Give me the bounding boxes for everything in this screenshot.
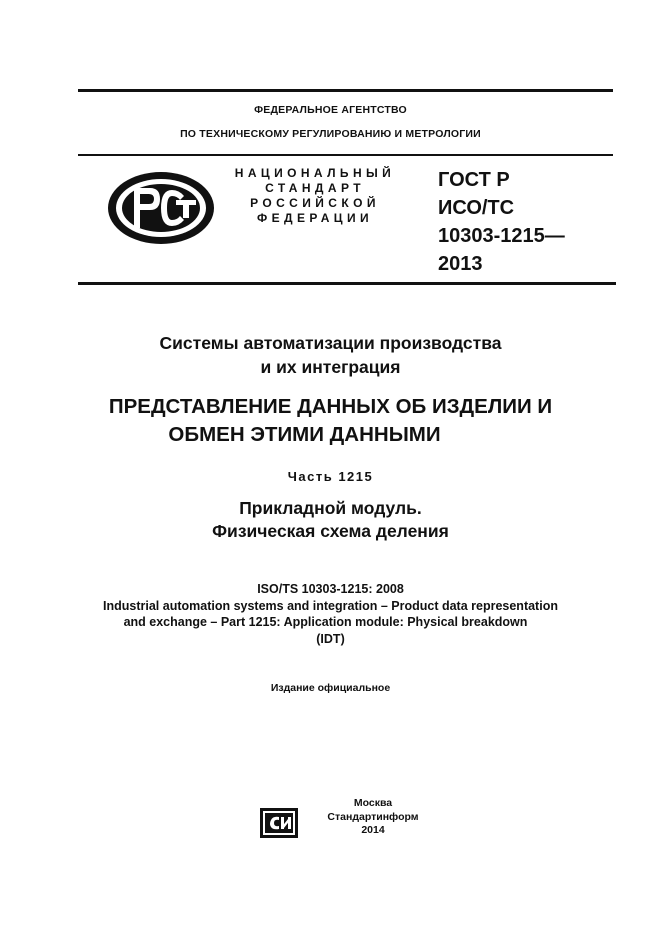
designation-line3: 10303-1215— (438, 225, 565, 247)
standard-designation (438, 166, 565, 278)
identical-marker: (IDT) (316, 631, 345, 646)
main-title-line2: ОБМЕН ЭТИМИ ДАННЫМИ (168, 423, 441, 446)
publication-year: 2014 (361, 824, 385, 836)
iso-code: ISO/TS 10303-1215: 2008 (257, 582, 404, 596)
iso-reference (0, 581, 661, 647)
subtitle-line2: Физическая схема деления (212, 521, 449, 541)
publisher-city: Москва (353, 797, 393, 809)
designation-line2: ИСО/ТС (438, 197, 515, 219)
main-title-line1: ПРЕДСТАВЛЕНИЕ ДАННЫХ ОБ ИЗДЕЛИИ И (108, 395, 553, 418)
designation-line4: 2013 (438, 253, 483, 275)
publisher-info (318, 797, 428, 838)
publisher-name: Стандартинформ (327, 810, 419, 823)
national-standard-line4: ФЕДЕРАЦИИ (256, 211, 374, 225)
series-title-line2: и их интеграция (260, 357, 401, 377)
iso-english-title-line2: and exchange – Part 1215: Application module: Physical breakdown (123, 615, 528, 629)
main-title (0, 393, 661, 449)
agency-bottom-rule (78, 154, 613, 156)
rst-certification-mark-icon (106, 170, 216, 246)
national-standard-line1: НАЦИОНАЛЬНЫЙ (234, 166, 396, 180)
national-standard-line3: РОССИЙСКОЙ (250, 196, 380, 210)
subtitle (0, 497, 661, 543)
subtitle-line1: Прикладной модуль. (239, 498, 422, 518)
series-title-line1: Системы автоматизации производства (159, 333, 502, 353)
iso-english-title-line1: Industrial automation systems and integration – Product data representation (103, 598, 558, 613)
top-rule (78, 89, 613, 92)
part-number: Часть 1215 (287, 469, 374, 484)
header-bottom-rule (78, 282, 616, 285)
series-title (0, 331, 661, 379)
agency-name-line2: ПО ТЕХНИЧЕСКОМУ РЕГУЛИРОВАНИЮ И МЕТРОЛОГИИ (180, 128, 481, 140)
designation-line1: ГОСТ Р (438, 169, 510, 191)
national-standard-line2: СТАНДАРТ (265, 181, 365, 195)
standartinform-logo-icon (260, 808, 298, 838)
agency-name-line1: ФЕДЕРАЛЬНОЕ АГЕНТСТВО (254, 104, 407, 116)
edition-label: Издание официальное (270, 682, 391, 694)
